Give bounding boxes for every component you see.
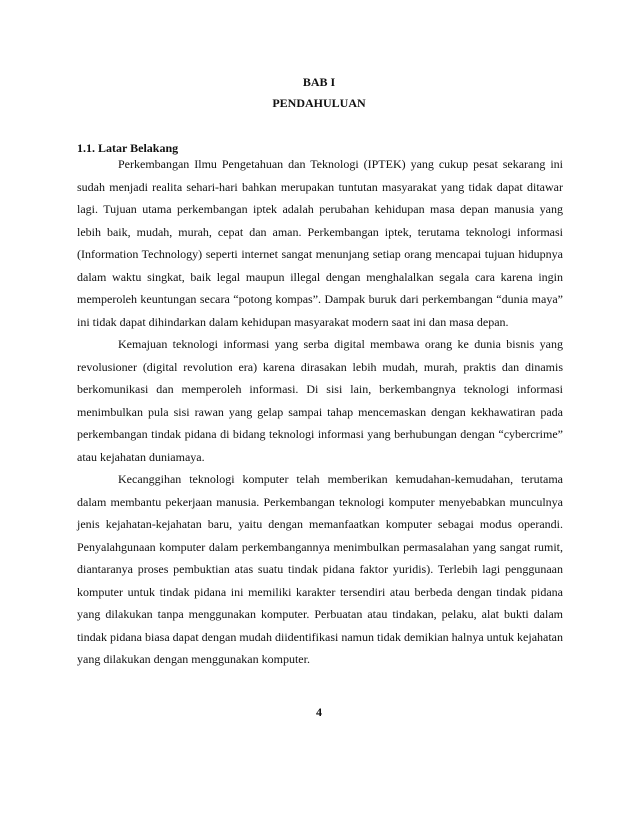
paragraph-2: Kemajuan teknologi informasi yang serba digital membawa orang ke dunia bisnis yang revolusioner (digital revolution era) karena dirasakan lebih mudah, murah, praktis dan dinamis berkomunikasi dan memperoleh informasi. Di sisi lain, berkembangnya teknologi informasi menimbulkan pula sisi rawan yang gelap sampai tahap mencemaskan dengan kekhawatiran pada perkembangan tindak pidana di bidang teknologi informasi yang berhubungan dengan “cybercrime” atau kejahatan duniamaya. [77,337,563,464]
paragraph-1: Perkembangan Ilmu Pengetahuan dan Teknologi (IPTEK) yang cukup pesat sekarang ini sudah menjadi realita sehari-hari bahkan merupakan tuntutan masyarakat yang tidak dapat ditawar lagi. Tujuan utama perkembangan iptek adalah perubahan kehidupan masa depan manusia yang lebih baik, mudah, murah, cepat dan aman. Perkembangan iptek, terutama teknologi informasi (Information Technology) seperti internet sangat menunjang setiap orang mencapai tujuan hidupnya dalam waktu singkat, baik legal maupun illegal dengan menghalalkan segala cara karena ingin memperoleh keuntungan secara “potong kompas”. Dampak buruk dari perkembangan “dunia maya” ini tidak dapat dihindarkan dalam kehidupan masyarakat modern saat ini dan masa depan. [77,157,563,329]
chapter-number: BAB I [302,75,336,89]
section-heading: 1.1. Latar Belakang [77,141,179,155]
body-text [77,153,563,671]
paragraph-3: Kecanggihan teknologi komputer telah memberikan kemudahan-kemudahan, terutama dalam membantu pekerjaan manusia. Perkembangan teknologi komputer menyebabkan munculnya jenis kejahatan-kejahatan baru, yaitu dengan memanfaatkan komputer sebagai modus operandi. Penyalahgunaan komputer dalam perkembangannya menimbulkan permasalahan yang sangat rumit, diantaranya proses pembuktian atas suatu tindak pidana faktor yuridis). Terlebih lagi penggunaan komputer untuk tindak pidana ini memiliki karakter tersendiri atau berbeda dengan tindak pidana yang dilakukan tanpa menggunakan komputer. Perbuatan atau tindakan, pelaku, alat bukti dalam tindak pidana biasa dapat dengan mudah diidentifikasi namun tidak demikian halnya untuk kejahatan yang dilakukan dengan menggunakan komputer. [77,472,563,666]
page-number: 4 [316,705,322,719]
chapter-title: PENDAHULUAN [272,96,366,110]
